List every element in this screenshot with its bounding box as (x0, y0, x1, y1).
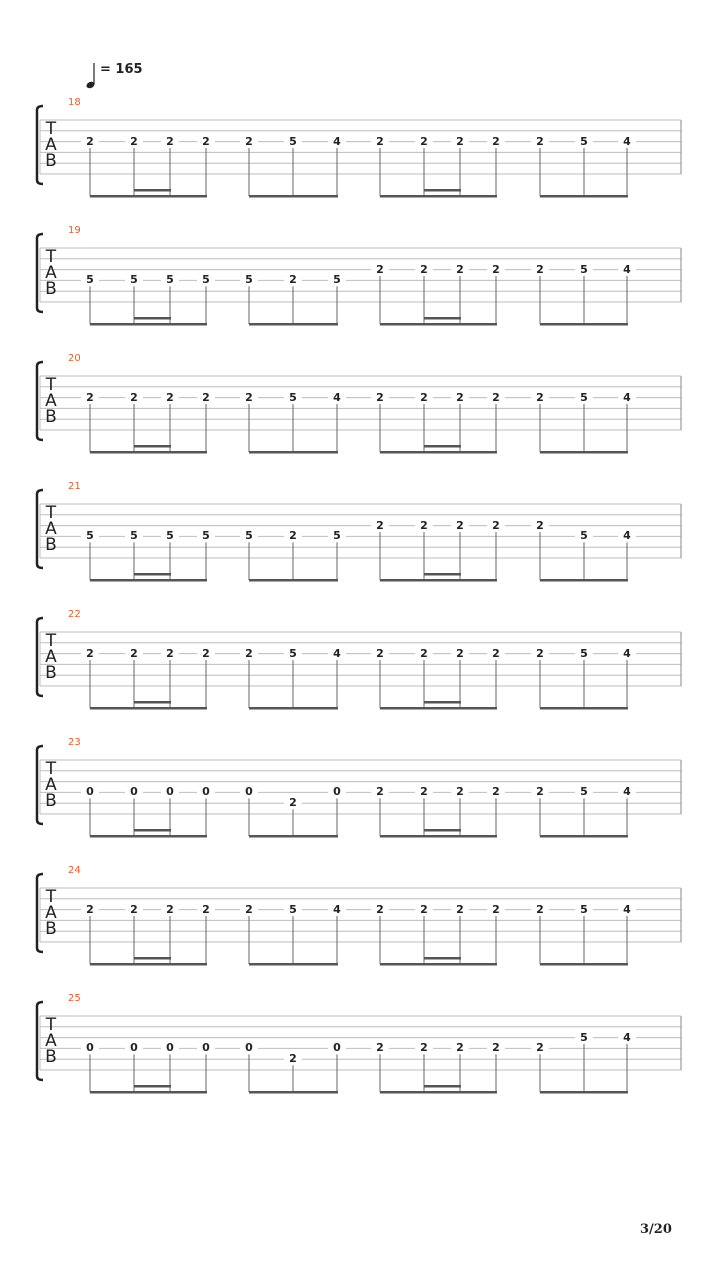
tab-system (0, 865, 720, 988)
staff-graphics (0, 228, 720, 348)
fret-number: 4 (328, 136, 346, 148)
tab-clef-letter: T (45, 887, 57, 907)
fret-number: 5 (125, 530, 143, 542)
tab-clef-letter: B (45, 407, 57, 427)
fret-number: 2 (284, 274, 302, 286)
fret-number: 5 (197, 530, 215, 542)
fret-number: 2 (371, 520, 389, 532)
fret-number: 2 (240, 648, 258, 660)
beam (540, 1091, 628, 1094)
tab-clef-letter: T (45, 375, 57, 395)
fret-number: 5 (197, 274, 215, 286)
fret-number: 2 (415, 1042, 433, 1054)
staff-graphics (0, 100, 720, 220)
secondary-beam (424, 1085, 461, 1088)
measure-number: 23 (68, 737, 81, 748)
beam (90, 451, 207, 454)
secondary-beam (134, 957, 171, 960)
secondary-beam (424, 573, 461, 576)
tab-clef-letter: T (45, 1015, 57, 1035)
fret-number: 2 (531, 648, 549, 660)
tab-system (0, 993, 720, 1116)
fret-number: 5 (575, 648, 593, 660)
tab-clef-letter: T (45, 247, 57, 267)
tab-clef-letter: B (45, 279, 57, 299)
tab-clef-letter: B (45, 535, 57, 555)
tab-clef-letter: B (45, 151, 57, 171)
fret-number: 2 (451, 786, 469, 798)
fret-number: 4 (328, 648, 346, 660)
staff-graphics (0, 612, 720, 732)
beam (380, 707, 497, 710)
measure-number: 19 (68, 225, 81, 236)
secondary-beam (424, 701, 461, 704)
fret-number: 2 (487, 264, 505, 276)
fret-number: 5 (575, 530, 593, 542)
beam (380, 963, 497, 966)
beam (540, 323, 628, 326)
tab-system (0, 225, 720, 348)
beam (540, 707, 628, 710)
fret-number: 4 (328, 904, 346, 916)
fret-number: 5 (125, 274, 143, 286)
fret-number: 2 (415, 648, 433, 660)
fret-number: 5 (575, 904, 593, 916)
fret-number: 4 (618, 904, 636, 916)
fret-number: 4 (618, 530, 636, 542)
fret-number: 2 (197, 904, 215, 916)
fret-number: 2 (531, 786, 549, 798)
fret-number: 2 (415, 520, 433, 532)
tab-clef-letter: B (45, 791, 57, 811)
fret-number: 5 (575, 264, 593, 276)
tab-clef-letter: B (45, 663, 57, 683)
beam (249, 451, 338, 454)
fret-number: 2 (451, 264, 469, 276)
tab-clef-letter: A (45, 903, 57, 923)
fret-number: 5 (284, 392, 302, 404)
fret-number: 2 (451, 392, 469, 404)
fret-number: 0 (240, 786, 258, 798)
tab-system (0, 737, 720, 860)
fret-number: 2 (531, 1042, 549, 1054)
beam (540, 835, 628, 838)
secondary-beam (134, 189, 171, 192)
fret-number: 5 (240, 274, 258, 286)
fret-number: 2 (487, 520, 505, 532)
fret-number: 2 (451, 1042, 469, 1054)
fret-number: 2 (531, 264, 549, 276)
tab-system (0, 481, 720, 604)
staff-graphics (0, 356, 720, 476)
tab-clef-letter: B (45, 919, 57, 939)
fret-number: 5 (328, 274, 346, 286)
tab-clef-letter: A (45, 647, 57, 667)
fret-number: 2 (487, 786, 505, 798)
fret-number: 2 (125, 904, 143, 916)
fret-number: 0 (125, 786, 143, 798)
fret-number: 2 (371, 648, 389, 660)
fret-number: 2 (531, 520, 549, 532)
fret-number: 2 (284, 1053, 302, 1065)
secondary-beam (134, 317, 171, 320)
tab-clef-letter: B (45, 1047, 57, 1067)
secondary-beam (134, 1085, 171, 1088)
fret-number: 5 (284, 648, 302, 660)
fret-number: 0 (240, 1042, 258, 1054)
fret-number: 2 (451, 136, 469, 148)
fret-number: 2 (451, 904, 469, 916)
measure-number: 20 (68, 353, 81, 364)
page-number: 3/20 (640, 1222, 672, 1237)
fret-number: 2 (487, 392, 505, 404)
fret-number: 2 (531, 136, 549, 148)
staff-graphics (0, 740, 720, 860)
fret-number: 2 (125, 392, 143, 404)
secondary-beam (134, 573, 171, 576)
tab-clef-letter: A (45, 519, 57, 539)
fret-number: 4 (618, 136, 636, 148)
secondary-beam (424, 957, 461, 960)
fret-number: 2 (161, 648, 179, 660)
fret-number: 2 (240, 904, 258, 916)
fret-number: 5 (81, 274, 99, 286)
fret-number: 4 (618, 392, 636, 404)
fret-number: 4 (328, 392, 346, 404)
fret-number: 5 (81, 530, 99, 542)
fret-number: 5 (284, 904, 302, 916)
fret-number: 2 (161, 904, 179, 916)
secondary-beam (424, 189, 461, 192)
secondary-beam (424, 317, 461, 320)
fret-number: 2 (415, 786, 433, 798)
secondary-beam (134, 445, 171, 448)
fret-number: 2 (451, 520, 469, 532)
measure-number: 24 (68, 865, 81, 876)
fret-number: 2 (81, 904, 99, 916)
fret-number: 2 (371, 1042, 389, 1054)
tab-clef-letter: A (45, 135, 57, 155)
beam (90, 963, 207, 966)
fret-number: 5 (328, 530, 346, 542)
measure-number: 25 (68, 993, 81, 1004)
beam (540, 579, 628, 582)
tab-clef-letter: T (45, 759, 57, 779)
fret-number: 2 (371, 264, 389, 276)
beam (249, 963, 338, 966)
fret-number: 2 (197, 648, 215, 660)
fret-number: 5 (161, 274, 179, 286)
fret-number: 0 (161, 1042, 179, 1054)
beam (90, 835, 207, 838)
fret-number: 5 (575, 1032, 593, 1044)
tab-clef-letter: A (45, 391, 57, 411)
beam (249, 835, 338, 838)
fret-number: 2 (371, 786, 389, 798)
fret-number: 2 (531, 904, 549, 916)
fret-number: 0 (197, 1042, 215, 1054)
beam (90, 323, 207, 326)
beam (90, 1091, 207, 1094)
fret-number: 2 (371, 136, 389, 148)
beam (540, 195, 628, 198)
fret-number: 2 (415, 136, 433, 148)
fret-number: 2 (415, 392, 433, 404)
fret-number: 2 (487, 136, 505, 148)
tab-clef-letter: T (45, 119, 57, 139)
secondary-beam (134, 701, 171, 704)
staff-graphics (0, 996, 720, 1116)
secondary-beam (424, 829, 461, 832)
fret-number: 2 (371, 392, 389, 404)
beam (249, 323, 338, 326)
fret-number: 2 (161, 392, 179, 404)
fret-number: 5 (575, 392, 593, 404)
fret-number: 5 (575, 136, 593, 148)
measure-number: 18 (68, 97, 81, 108)
fret-number: 4 (618, 648, 636, 660)
beam (90, 579, 207, 582)
beam (90, 195, 207, 198)
fret-number: 2 (371, 904, 389, 916)
fret-number: 2 (415, 264, 433, 276)
tab-clef-letter: A (45, 775, 57, 795)
beam (540, 451, 628, 454)
measure-number: 21 (68, 481, 81, 492)
beam (90, 707, 207, 710)
beam (380, 1091, 497, 1094)
fret-number: 5 (284, 136, 302, 148)
fret-number: 2 (161, 136, 179, 148)
fret-number: 4 (618, 264, 636, 276)
fret-number: 2 (125, 136, 143, 148)
fret-number: 2 (284, 797, 302, 809)
fret-number: 2 (487, 904, 505, 916)
beam (540, 963, 628, 966)
secondary-beam (134, 829, 171, 832)
fret-number: 2 (197, 392, 215, 404)
fret-number: 2 (81, 136, 99, 148)
fret-number: 0 (328, 786, 346, 798)
beam (380, 835, 497, 838)
fret-number: 2 (125, 648, 143, 660)
beam (380, 323, 497, 326)
fret-number: 2 (284, 530, 302, 542)
fret-number: 4 (618, 786, 636, 798)
staff-graphics (0, 868, 720, 988)
fret-number: 2 (81, 392, 99, 404)
fret-number: 2 (81, 648, 99, 660)
beam (249, 195, 338, 198)
fret-number: 2 (415, 904, 433, 916)
fret-number: 2 (531, 392, 549, 404)
tab-system (0, 97, 720, 220)
tab-system (0, 609, 720, 732)
fret-number: 2 (197, 136, 215, 148)
tab-clef-letter: A (45, 263, 57, 283)
fret-number: 5 (240, 530, 258, 542)
measure-number: 22 (68, 609, 81, 620)
beam (380, 579, 497, 582)
fret-number: 0 (328, 1042, 346, 1054)
tempo-value: = 165 (100, 62, 143, 77)
fret-number: 5 (161, 530, 179, 542)
beam (249, 1091, 338, 1094)
fret-number: 0 (125, 1042, 143, 1054)
secondary-beam (424, 445, 461, 448)
fret-number: 2 (240, 392, 258, 404)
beam (249, 707, 338, 710)
fret-number: 2 (487, 1042, 505, 1054)
fret-number: 0 (81, 786, 99, 798)
tab-system (0, 353, 720, 476)
tab-clef-letter: T (45, 503, 57, 523)
fret-number: 2 (451, 648, 469, 660)
fret-number: 0 (161, 786, 179, 798)
staff-graphics (0, 484, 720, 604)
beam (380, 451, 497, 454)
tab-clef-letter: T (45, 631, 57, 651)
fret-number: 4 (618, 1032, 636, 1044)
fret-number: 0 (197, 786, 215, 798)
beam (249, 579, 338, 582)
tab-clef-letter: A (45, 1031, 57, 1051)
fret-number: 2 (487, 648, 505, 660)
fret-number: 0 (81, 1042, 99, 1054)
fret-number: 2 (240, 136, 258, 148)
fret-number: 5 (575, 786, 593, 798)
beam (380, 195, 497, 198)
